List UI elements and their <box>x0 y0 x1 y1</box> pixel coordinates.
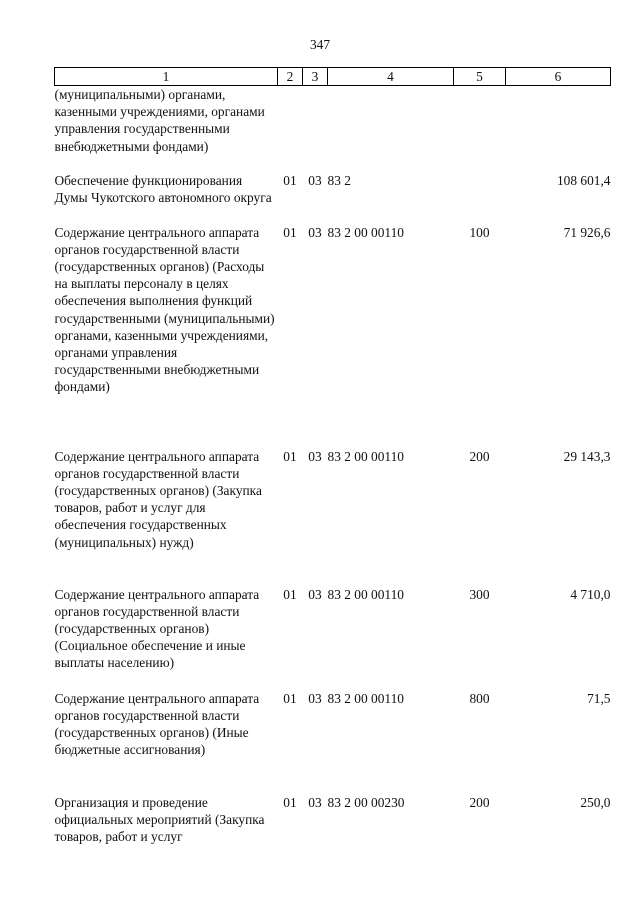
row-expense-type <box>454 172 506 224</box>
row-target-code <box>328 86 454 172</box>
row-name: Содержание центрального аппарата органов государственной власти (государственных органов) (Иные бюджетные ассигнования) <box>54 690 260 758</box>
header-col-6: 6 <box>506 68 611 86</box>
row-subsection: 03 <box>308 172 322 188</box>
header-col-4: 4 <box>328 68 454 86</box>
row-name: Содержание центрального аппарата органов государственной власти (государственных органов) (Социальное обеспечение и иные выплаты населению) <box>54 586 260 671</box>
row-subsection: 03 <box>308 224 322 240</box>
row-target-code: 83 2 00 00110 <box>327 586 404 602</box>
row-subsection <box>303 86 328 172</box>
row-expense-type: 200 <box>469 794 490 810</box>
table-row <box>55 690 611 794</box>
table-row <box>55 794 611 846</box>
row-amount <box>506 86 611 172</box>
row-name: Содержание центрального аппарата органов государственной власти (государственных органов) (Закупка товаров, работ и услуг для обеспечения государственных (муниципальных) нужд) <box>54 448 262 550</box>
header-col-3: 3 <box>303 68 328 86</box>
row-target-code: 83 2 00 00110 <box>327 448 404 464</box>
row-section: 01 <box>283 224 297 240</box>
row-name: Организация и проведение официальных мероприятий (Закупка товаров, работ и услуг <box>54 794 265 844</box>
row-target-code: 83 2 00 00110 <box>327 224 404 240</box>
page-number: 347 <box>309 37 331 52</box>
table-row <box>55 448 611 586</box>
header-row <box>55 68 611 86</box>
table-header <box>55 68 611 86</box>
table-body <box>55 86 611 846</box>
row-expense-type <box>454 86 506 172</box>
header-col-1: 1 <box>55 68 278 86</box>
table-row <box>55 586 611 690</box>
row-expense-type: 800 <box>469 690 490 706</box>
header-col-2: 2 <box>278 68 303 86</box>
row-subsection: 03 <box>308 448 322 464</box>
row-section: 01 <box>283 690 297 706</box>
row-name: Содержание центрального аппарата органов государственной власти (государственных органов) (Расходы на выплаты персоналу в целях обеспечения выполнения функций государственными (муниципальными) органами, казенными учреждениями, органами управления государственными внебюджетными фондами) <box>54 224 275 395</box>
table-row <box>55 86 611 172</box>
table-row <box>55 224 611 448</box>
row-amount: 29 143,3 <box>563 448 611 464</box>
row-target-code: 83 2 <box>327 172 351 188</box>
row-target-code: 83 2 00 00230 <box>327 794 405 810</box>
row-subsection: 03 <box>308 586 322 602</box>
row-expense-type: 100 <box>469 224 490 240</box>
row-section: 01 <box>283 586 297 602</box>
header-col-5: 5 <box>454 68 506 86</box>
row-section: 01 <box>283 794 297 810</box>
row-amount: 250,0 <box>580 794 611 810</box>
table-row <box>55 172 611 224</box>
row-amount: 71 926,6 <box>563 224 611 240</box>
row-subsection: 03 <box>308 794 322 810</box>
row-name: (муниципальными) органами, казенными учреждениями, органами управления государственными внебюджетными фондами) <box>54 87 265 154</box>
row-section <box>278 86 303 172</box>
row-target-code: 83 2 00 00110 <box>327 690 404 706</box>
row-section: 01 <box>283 448 297 464</box>
row-amount: 108 601,4 <box>556 172 611 188</box>
budget-table <box>54 67 611 846</box>
row-expense-type: 200 <box>469 448 490 464</box>
row-amount: 4 710,0 <box>570 586 611 602</box>
row-expense-type: 300 <box>469 586 490 602</box>
row-amount: 71,5 <box>587 690 611 706</box>
row-subsection: 03 <box>308 690 322 706</box>
row-section: 01 <box>283 172 297 188</box>
row-name: Обеспечение функционирования Думы Чукотского автономного округа <box>54 172 272 205</box>
